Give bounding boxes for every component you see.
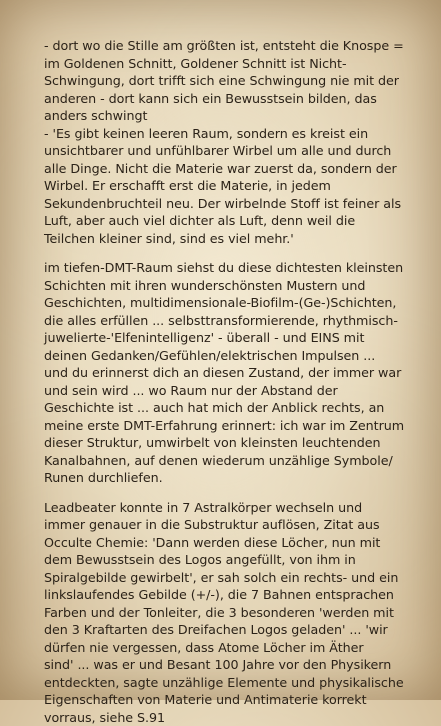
paragraph-leadbeater: Leadbeater konnte in 7 Astralkörper wechseln und immer genauer in die Substruktur auflösen, Zitat aus Occulte Chemie: 'Dann werden diese Löcher, nun mit dem Bewusstsein des Logos angefüllt, von ihm in Spiralgebilde gewirbelt', er sah solch ein rechts- und ein linkslaufendes Gebilde (+/-), die 7 Bahnen entsprachen Farben und der Tonleiter, die 3 besonderen 'werden mit den 3 Kraftarten des Dreifachen Logos geladen' ... 'wir dürfen nie vergessen, dass Atome Löcher im Äther sind' ... was er und Besant 100 Jahre vor den Physikern entdeckten, sagte unzählige Elemente und physikalische Eigenschaften von Materie und Antimaterie korrekt vorraus, siehe S.91 <box>44 499 416 726</box>
paragraph-wirbel-quote: - 'Es gibt keinen leeren Raum, sondern es kreist ein unsichtbarer und unfühlbarer Wirbel um alle und durch alle Dinge. Nicht die Materie war zuerst da, sondern der Wirbel. Er erschafft erst die Materie, in jedem Sekundenbruchteil neu. Der wirbelnde Stoff ist feiner als Luft, aber auch viel dichter als Luft, denn weil die Teilchen kleiner sind, sind es viel mehr.' <box>44 125 416 248</box>
paragraph-knospe: - dort wo die Stille am größten ist, entsteht die Knospe = im Goldenen Schnitt, Goldener Schnitt ist Nicht- Schwingung, dort trifft sich eine Schwingung nie mit der anderen - dort kann sich ein Bewusstsein bilden, das anders schwingt <box>44 37 416 125</box>
paragraph-dmt-raum: im tiefen-DMT-Raum siehst du diese dichtesten kleinsten Schichten mit ihren wunderschönsten Mustern und Geschichten, multidimensionale-Biofilm-(Ge-)Schichten, die alles erfüllen ... selbsttransformierende, rhythmisch- juwelierte-'Elfenintelligenz' - überall - und EINS mit deinen Gedanken/Gefühlen/elektrischen Impulsen ... und du erinnerst dich an diesen Zustand, der immer war und sein wird ... wo Raum nur der Abstand der Geschichte ist ... auch hat mich der Anblick rechts, an meine erste DMT-Erfahrung erinnert: ich war im Zentrum dieser Struktur, umwirbelt von kleinsten leuchtenden Kanalbahnen, auf denen wiederum unzählige Symbole/ Runen durchliefen. <box>44 259 416 487</box>
document-text <box>44 37 416 726</box>
